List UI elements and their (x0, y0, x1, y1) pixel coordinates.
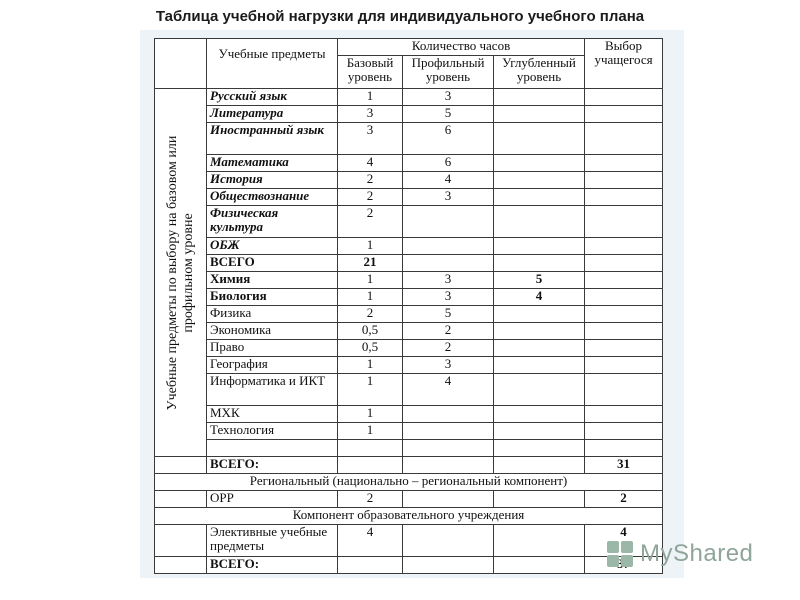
basic-hours: 1 (338, 423, 403, 440)
table-row (155, 374, 663, 406)
advanced-hours (494, 323, 585, 340)
regional-row (155, 474, 663, 491)
table-row (155, 189, 663, 206)
choice-hours (585, 172, 663, 189)
school-component-row (155, 508, 663, 525)
logo-text: MyShared (640, 540, 754, 567)
choice-hours (585, 323, 663, 340)
choice-hours (585, 189, 663, 206)
choice-hours (585, 340, 663, 357)
basic-hours: 2 (338, 206, 403, 238)
basic-hours: 1 (338, 289, 403, 306)
advanced-hours (494, 106, 585, 123)
advanced-hours (494, 357, 585, 374)
basic-hours: 1 (338, 406, 403, 423)
basic-hours: 4 (338, 525, 403, 557)
basic-hours: 2 (338, 189, 403, 206)
table-row (155, 272, 663, 289)
basic-hours: 3 (338, 106, 403, 123)
advanced-hours (494, 255, 585, 272)
empty-row (155, 440, 663, 457)
table-row (155, 406, 663, 423)
table-row (155, 123, 663, 155)
profile-hours: 3 (403, 289, 494, 306)
advanced-hours (494, 189, 585, 206)
profile-level-header: Профильный уровень (403, 56, 494, 89)
choice-hours (585, 406, 663, 423)
subject-name: ОБЖ (207, 238, 338, 255)
basic-hours: 2 (338, 491, 403, 508)
subject-name: Математика (207, 155, 338, 172)
basic-level-header: Базовый уровень (338, 56, 403, 89)
table-row (155, 89, 663, 106)
subject-name: Химия (207, 272, 338, 289)
total-label: ВСЕГО: (207, 457, 338, 474)
basic-hours: 4 (338, 155, 403, 172)
basic-hours: 1 (338, 357, 403, 374)
profile-hours: 2 (403, 323, 494, 340)
advanced-hours: 4 (494, 289, 585, 306)
table-row (155, 323, 663, 340)
choice-hours (585, 155, 663, 172)
advanced-hours (494, 423, 585, 440)
table-row (155, 491, 663, 508)
choice-hours: 2 (585, 491, 663, 508)
logo-icon (606, 540, 634, 568)
choice-hours (585, 238, 663, 255)
basic-hours: 21 (338, 255, 403, 272)
basic-hours: 2 (338, 306, 403, 323)
advanced-hours (494, 340, 585, 357)
page-title: Таблица учебной нагрузки для индивидуального учебного плана (155, 8, 645, 25)
profile-hours: 3 (403, 272, 494, 289)
table-row (155, 106, 663, 123)
profile-hours: 6 (403, 155, 494, 172)
choice-hours (585, 423, 663, 440)
profile-hours: 4 (403, 172, 494, 189)
advanced-hours (494, 206, 585, 238)
basic-hours: 1 (338, 374, 403, 406)
table-row (155, 306, 663, 323)
choice-hours (585, 123, 663, 155)
subject-name: Технология (207, 423, 338, 440)
subject-name: Элективные учебные предметы (207, 525, 338, 557)
profile-hours (403, 406, 494, 423)
header-row (155, 39, 663, 56)
choice-hours (585, 289, 663, 306)
total-label: ВСЕГО: (207, 557, 338, 574)
profile-hours: 3 (403, 189, 494, 206)
advanced-hours: 5 (494, 272, 585, 289)
table-row (155, 423, 663, 440)
choice-header: Выбор учащегося (585, 39, 663, 89)
basic-hours: 0,5 (338, 340, 403, 357)
total-choice: 31 (585, 457, 663, 474)
table-row (155, 289, 663, 306)
choice-hours (585, 255, 663, 272)
table-row (155, 238, 663, 255)
profile-hours: 3 (403, 357, 494, 374)
subject-name: ВСЕГО (207, 255, 338, 272)
advanced-hours (494, 406, 585, 423)
workload-table (154, 38, 663, 574)
basic-hours: 0,5 (338, 323, 403, 340)
advanced-hours (494, 238, 585, 255)
side-label-cell (155, 89, 207, 457)
table-row (155, 206, 663, 238)
choice-hours (585, 106, 663, 123)
basic-hours: 1 (338, 89, 403, 106)
corner-cell (155, 39, 207, 89)
advanced-level-header: Углубленный уровень (494, 56, 585, 89)
subject-name: Биология (207, 289, 338, 306)
choice-hours (585, 306, 663, 323)
choice-hours (585, 357, 663, 374)
profile-hours: 5 (403, 306, 494, 323)
profile-hours (403, 255, 494, 272)
watermark-logo (606, 537, 766, 571)
regional-label: Региональный (национально – региональный компонент) (155, 474, 663, 491)
subject-name: Экономика (207, 323, 338, 340)
profile-hours (403, 206, 494, 238)
subjects-header: Учебные предметы (207, 39, 338, 89)
profile-hours: 4 (403, 374, 494, 406)
profile-hours: 6 (403, 123, 494, 155)
basic-hours: 1 (338, 272, 403, 289)
subject-name: Обществознание (207, 189, 338, 206)
subject-name: ОРР (207, 491, 338, 508)
advanced-hours (494, 89, 585, 106)
hours-header: Количество часов (338, 39, 585, 56)
profile-hours: 3 (403, 89, 494, 106)
table-row (155, 525, 663, 557)
advanced-hours (494, 123, 585, 155)
choice-hours (585, 272, 663, 289)
profile-hours: 2 (403, 340, 494, 357)
basic-hours: 1 (338, 238, 403, 255)
advanced-hours (494, 172, 585, 189)
side-label: Учебные предметы по выбору на базовом или профильном уровне (164, 135, 196, 410)
table-row (155, 357, 663, 374)
basic-hours: 3 (338, 123, 403, 155)
advanced-hours (494, 374, 585, 406)
subject-name: Иностранный язык (207, 123, 338, 155)
subject-name: География (207, 357, 338, 374)
subject-name: Физическая культура (207, 206, 338, 238)
choice-hours: 4 (585, 525, 663, 557)
table-row (155, 340, 663, 357)
total-row (155, 457, 663, 474)
subject-name: Право (207, 340, 338, 357)
table-row (155, 155, 663, 172)
total-row (155, 557, 663, 574)
subject-name: Информатика и ИКТ (207, 374, 338, 406)
basic-hours: 2 (338, 172, 403, 189)
subtotal-row (155, 255, 663, 272)
school-component-label: Компонент образовательного учреждения (155, 508, 663, 525)
profile-hours (403, 238, 494, 255)
choice-hours (585, 374, 663, 406)
subject-name: Русский язык (207, 89, 338, 106)
subject-name: МХК (207, 406, 338, 423)
subject-name: Физика (207, 306, 338, 323)
choice-hours (585, 89, 663, 106)
profile-hours: 5 (403, 106, 494, 123)
subject-name: Литература (207, 106, 338, 123)
table-row (155, 172, 663, 189)
profile-hours (403, 423, 494, 440)
advanced-hours (494, 155, 585, 172)
subject-name: История (207, 172, 338, 189)
choice-hours (585, 206, 663, 238)
advanced-hours (494, 306, 585, 323)
